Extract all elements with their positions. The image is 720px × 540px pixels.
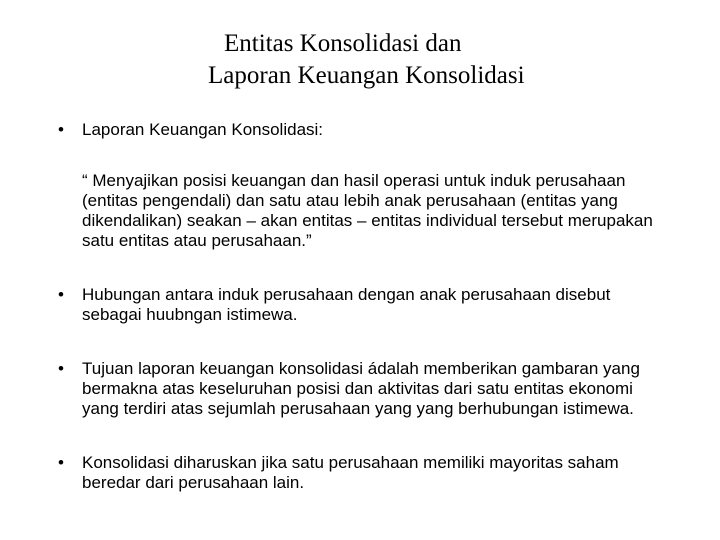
bullet-text: Konsolidasi diharuskan jika satu perusahaan memiliki mayoritas saham beredar dari perusahaan lain. <box>82 453 619 492</box>
bullet-item <box>58 120 658 140</box>
bullet-item <box>58 359 658 419</box>
bullet-text: Laporan Keuangan Konsolidasi: <box>82 120 324 139</box>
bullet-icon: • <box>58 120 64 139</box>
bullet-icon: • <box>58 285 64 304</box>
slide-title-line-1: Entitas Konsolidasi dan <box>224 30 462 57</box>
definition-quote: “ Menyajikan posisi keuangan dan hasil operasi untuk induk perusahaan (entitas pengendali) dan satu atau lebih anak perusahaan (entitas yang dikendalikan) seakan – akan entitas – entitas individual tersebut merupakan satu entitas atau perusahaan.” <box>82 171 653 250</box>
slide-title-line-2: Laporan Keuangan Konsolidasi <box>208 62 525 89</box>
bullet-text: Hubungan antara induk perusahaan dengan anak perusahaan disebut sebagai huubngan istimewa. <box>82 285 611 324</box>
bullet-text: Tujuan laporan keuangan konsolidasi ádalah memberikan gambaran yang bermakna atas keseluruhan posisi dan aktivitas dari satu entitas ekonomi yang terdiri atas sejumlah perusahaan yang yang berhubungan istimewa. <box>82 359 640 418</box>
bullet-item <box>58 285 658 325</box>
bullet-item <box>58 453 658 493</box>
slide-title <box>0 28 720 92</box>
slide-body <box>58 120 658 493</box>
bullet-icon: • <box>58 453 64 472</box>
bullet-icon: • <box>58 359 64 378</box>
